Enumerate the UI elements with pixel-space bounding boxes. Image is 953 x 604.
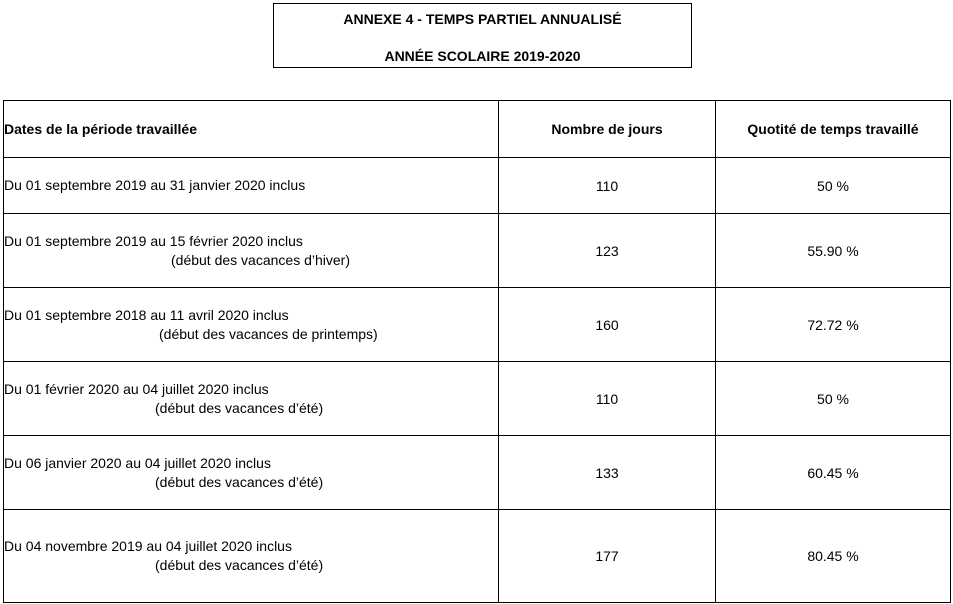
table-row bbox=[4, 288, 951, 362]
days-cell: 160 bbox=[499, 288, 716, 362]
column-header-days: Nombre de jours bbox=[499, 101, 716, 158]
quota-cell: 55.90 % bbox=[716, 214, 951, 288]
quota-cell: 60.45 % bbox=[716, 436, 951, 510]
period-note: (début des vacances d’été) bbox=[155, 473, 324, 490]
table-row bbox=[4, 158, 951, 214]
document-subtitle: ANNÉE SCOLAIRE 2019-2020 bbox=[384, 48, 581, 64]
table-row bbox=[4, 214, 951, 288]
period-cell bbox=[4, 288, 499, 362]
quota-cell: 72.72 % bbox=[716, 288, 951, 362]
period-note: (début des vacances de printemps) bbox=[159, 325, 378, 342]
period-dates: Du 01 septembre 2019 au 15 février 2020 inclus bbox=[4, 232, 303, 249]
table-row bbox=[4, 436, 951, 510]
column-header-quota: Quotité de temps travaillé bbox=[716, 101, 951, 158]
title-box bbox=[273, 3, 692, 68]
period-note: (début des vacances d’été) bbox=[155, 399, 324, 416]
schedule-table bbox=[3, 100, 951, 603]
table-row bbox=[4, 510, 951, 603]
period-cell bbox=[4, 214, 499, 288]
period-dates: Du 04 novembre 2019 au 04 juillet 2020 inclus bbox=[4, 538, 292, 554]
days-cell: 133 bbox=[499, 436, 716, 510]
quota-cell: 80.45 % bbox=[716, 510, 951, 603]
period-cell bbox=[4, 362, 499, 436]
period-note: (début des vacances d’hiver) bbox=[171, 251, 350, 268]
period-dates: Du 01 septembre 2018 au 11 avril 2020 inclus bbox=[4, 306, 289, 323]
days-cell: 110 bbox=[499, 362, 716, 436]
period-cell bbox=[4, 436, 499, 510]
period-dates: Du 01 février 2020 au 04 juillet 2020 inclus bbox=[4, 380, 269, 397]
quota-cell: 50 % bbox=[716, 362, 951, 436]
period-note: (début des vacances d’été) bbox=[155, 557, 324, 573]
period-cell bbox=[4, 158, 499, 214]
days-cell: 177 bbox=[499, 510, 716, 603]
table-row bbox=[4, 362, 951, 436]
days-cell: 123 bbox=[499, 214, 716, 288]
quota-cell: 50 % bbox=[716, 158, 951, 214]
document-title: ANNEXE 4 - TEMPS PARTIEL ANNUALISÉ bbox=[343, 11, 622, 27]
table-header-row bbox=[4, 101, 951, 158]
period-dates: Du 01 septembre 2019 au 31 janvier 2020 inclus bbox=[4, 177, 306, 193]
days-cell: 110 bbox=[499, 158, 716, 214]
period-dates: Du 06 janvier 2020 au 04 juillet 2020 inclus bbox=[4, 454, 271, 471]
column-header-dates: Dates de la période travaillée bbox=[4, 101, 499, 158]
period-cell bbox=[4, 510, 499, 603]
